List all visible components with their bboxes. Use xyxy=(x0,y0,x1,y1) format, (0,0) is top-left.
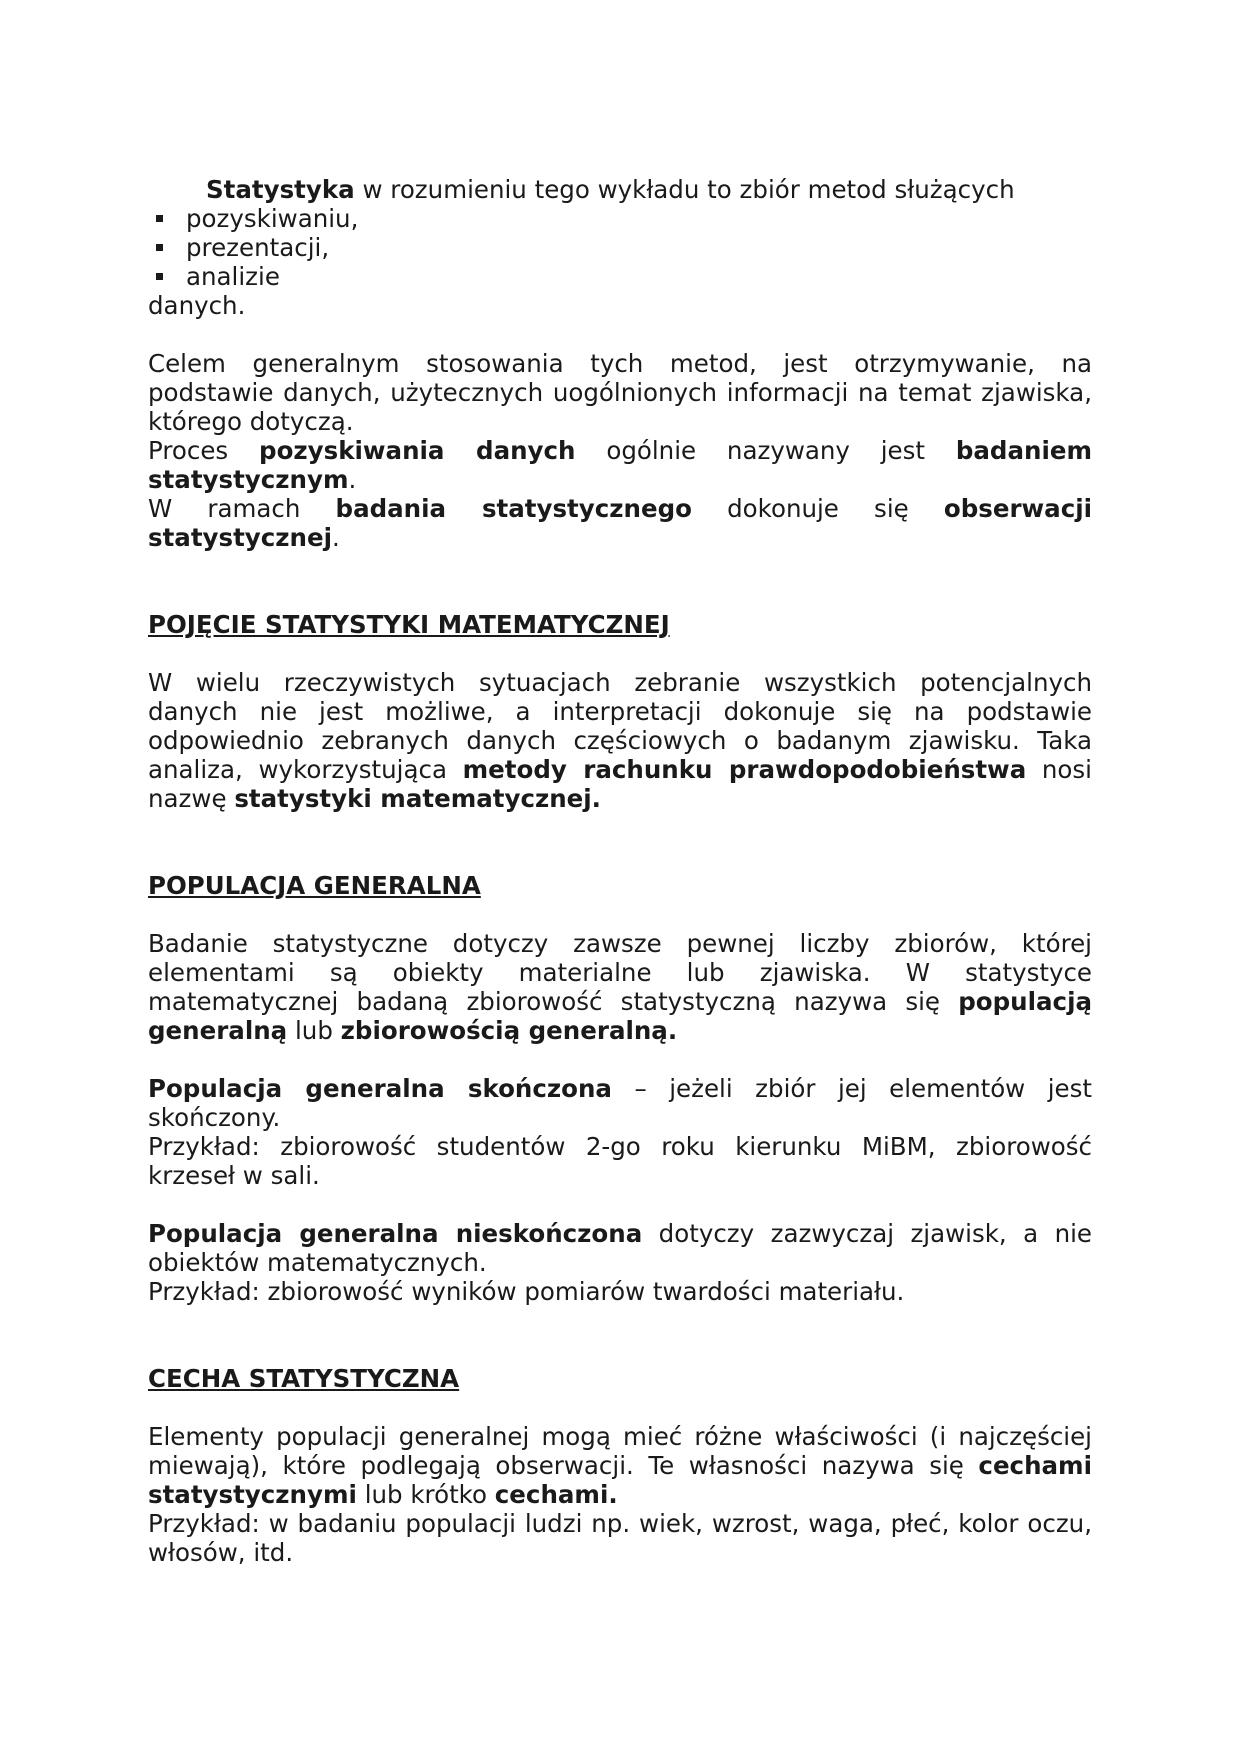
paragraph-proces xyxy=(148,436,1092,494)
square-bullet-icon xyxy=(156,215,163,222)
section-heading-statystyka-matematyczna: POJĘCIE STATYSTYKI MATEMATYCZNEJ xyxy=(148,610,670,639)
text-run: lub xyxy=(287,1016,341,1045)
text-run: . xyxy=(348,465,357,494)
bold-term: obserwacji statystycznej xyxy=(148,494,1093,552)
list-item xyxy=(148,262,1092,291)
text-run: nosi nazwę xyxy=(148,755,1092,813)
text-run: – jeżeli zbiór jej elementów jest skończony. xyxy=(148,1074,1092,1132)
text-run: ogólnie nazywany jest xyxy=(575,436,956,465)
intro-bullet-list xyxy=(148,204,1092,291)
text-run: W wielu rzeczywistych sytuacjach zebranie wszystkich potencjalnych danych nie jest możliwe, a interpretacji dokonuje się na podstawie odpowiednio zebranych danych częściowych o badanym zjawisku. Taka analiza, wykorzystująca xyxy=(148,668,1092,784)
paragraph-cel: Celem generalnym stosowania tych metod, jest otrzymywanie, na podstawie danych, użytecznych uogólnionych informacji na temat zjawiska, którego dotyczą. xyxy=(148,349,1092,436)
bold-term: metody rachunku prawdopodobieństwa xyxy=(462,755,1027,784)
bold-term: Populacja generalna skończona xyxy=(148,1074,612,1103)
text-run: dokonuje się xyxy=(691,494,944,523)
list-item-label: pozyskiwaniu, xyxy=(186,204,359,233)
text-run: . xyxy=(332,523,340,552)
intro-trailing: danych. xyxy=(148,291,246,320)
text-run: W ramach xyxy=(148,494,336,523)
bold-term: populacją generalną xyxy=(148,987,1092,1045)
example-populacja-skonczona: Przykład: zbiorowość studentów 2-go roku kierunku MiBM, zbiorowość krzeseł w sali. xyxy=(148,1132,1092,1190)
list-item-label: analizie xyxy=(186,262,280,291)
section-heading-populacja-generalna: POPULACJA GENERALNA xyxy=(148,871,481,900)
text-run: Elementy populacji generalnej mogą mieć różne właściwości (i najczęściej miewają), które podlegają obserwacji. Te własności nazywa się xyxy=(148,1422,1092,1480)
bold-term: zbiorowością generalną. xyxy=(340,1016,678,1045)
intro-line xyxy=(148,175,1092,204)
text-run: Proces xyxy=(148,436,260,465)
paragraph-statystyka-matematyczna xyxy=(148,668,1092,813)
text-run: Badanie statystyczne dotyczy zawsze pewnej liczby zbiorów, której elementami są obiekty materialne lub zjawiska. W statystyce matematycznej badaną zbiorowość statystyczną nazywa się xyxy=(148,929,1092,1016)
bold-term: Populacja generalna nieskończona xyxy=(148,1219,643,1248)
intro-lead-bold: Statystyka xyxy=(206,175,355,204)
document-page xyxy=(148,175,1092,1567)
section-heading-cecha-statystyczna: CECHA STATYSTYCZNA xyxy=(148,1364,460,1393)
text-run: lub krótko xyxy=(356,1480,495,1509)
list-item xyxy=(148,233,1092,262)
square-bullet-icon xyxy=(156,273,163,280)
paragraph-cecha-statystyczna xyxy=(148,1422,1092,1509)
example-populacja-nieskonczona: Przykład: zbiorowość wyników pomiarów twardości materiału. xyxy=(148,1277,905,1306)
intro-lead-text: w rozumieniu tego wykładu to zbiór metod służących xyxy=(354,175,1015,204)
bold-term: statystyki matematycznej. xyxy=(234,784,601,813)
paragraph-populacja-nieskonczona xyxy=(148,1219,1092,1277)
bold-term: badaniem statystycznym xyxy=(148,436,1092,494)
example-cecha-statystyczna: Przykład: w badaniu populacji ludzi np. wiek, wzrost, waga, płeć, kolor oczu, włosów, itd. xyxy=(148,1509,1092,1567)
paragraph-populacja-skonczona xyxy=(148,1074,1092,1132)
square-bullet-icon xyxy=(156,244,163,251)
bold-term: pozyskiwania danych xyxy=(259,436,576,465)
text-run: dotyczy zazwyczaj zjawisk, a nie obiektów matematycznych. xyxy=(148,1219,1092,1277)
list-item xyxy=(148,204,1092,233)
bold-term: cechami statystycznymi xyxy=(148,1451,1092,1509)
bold-term: badania statystycznego xyxy=(335,494,692,523)
paragraph-ramach xyxy=(148,494,1092,552)
paragraph-populacja-generalna xyxy=(148,929,1092,1045)
bold-term: cechami. xyxy=(494,1480,618,1509)
list-item-label: prezentacji, xyxy=(186,233,330,262)
